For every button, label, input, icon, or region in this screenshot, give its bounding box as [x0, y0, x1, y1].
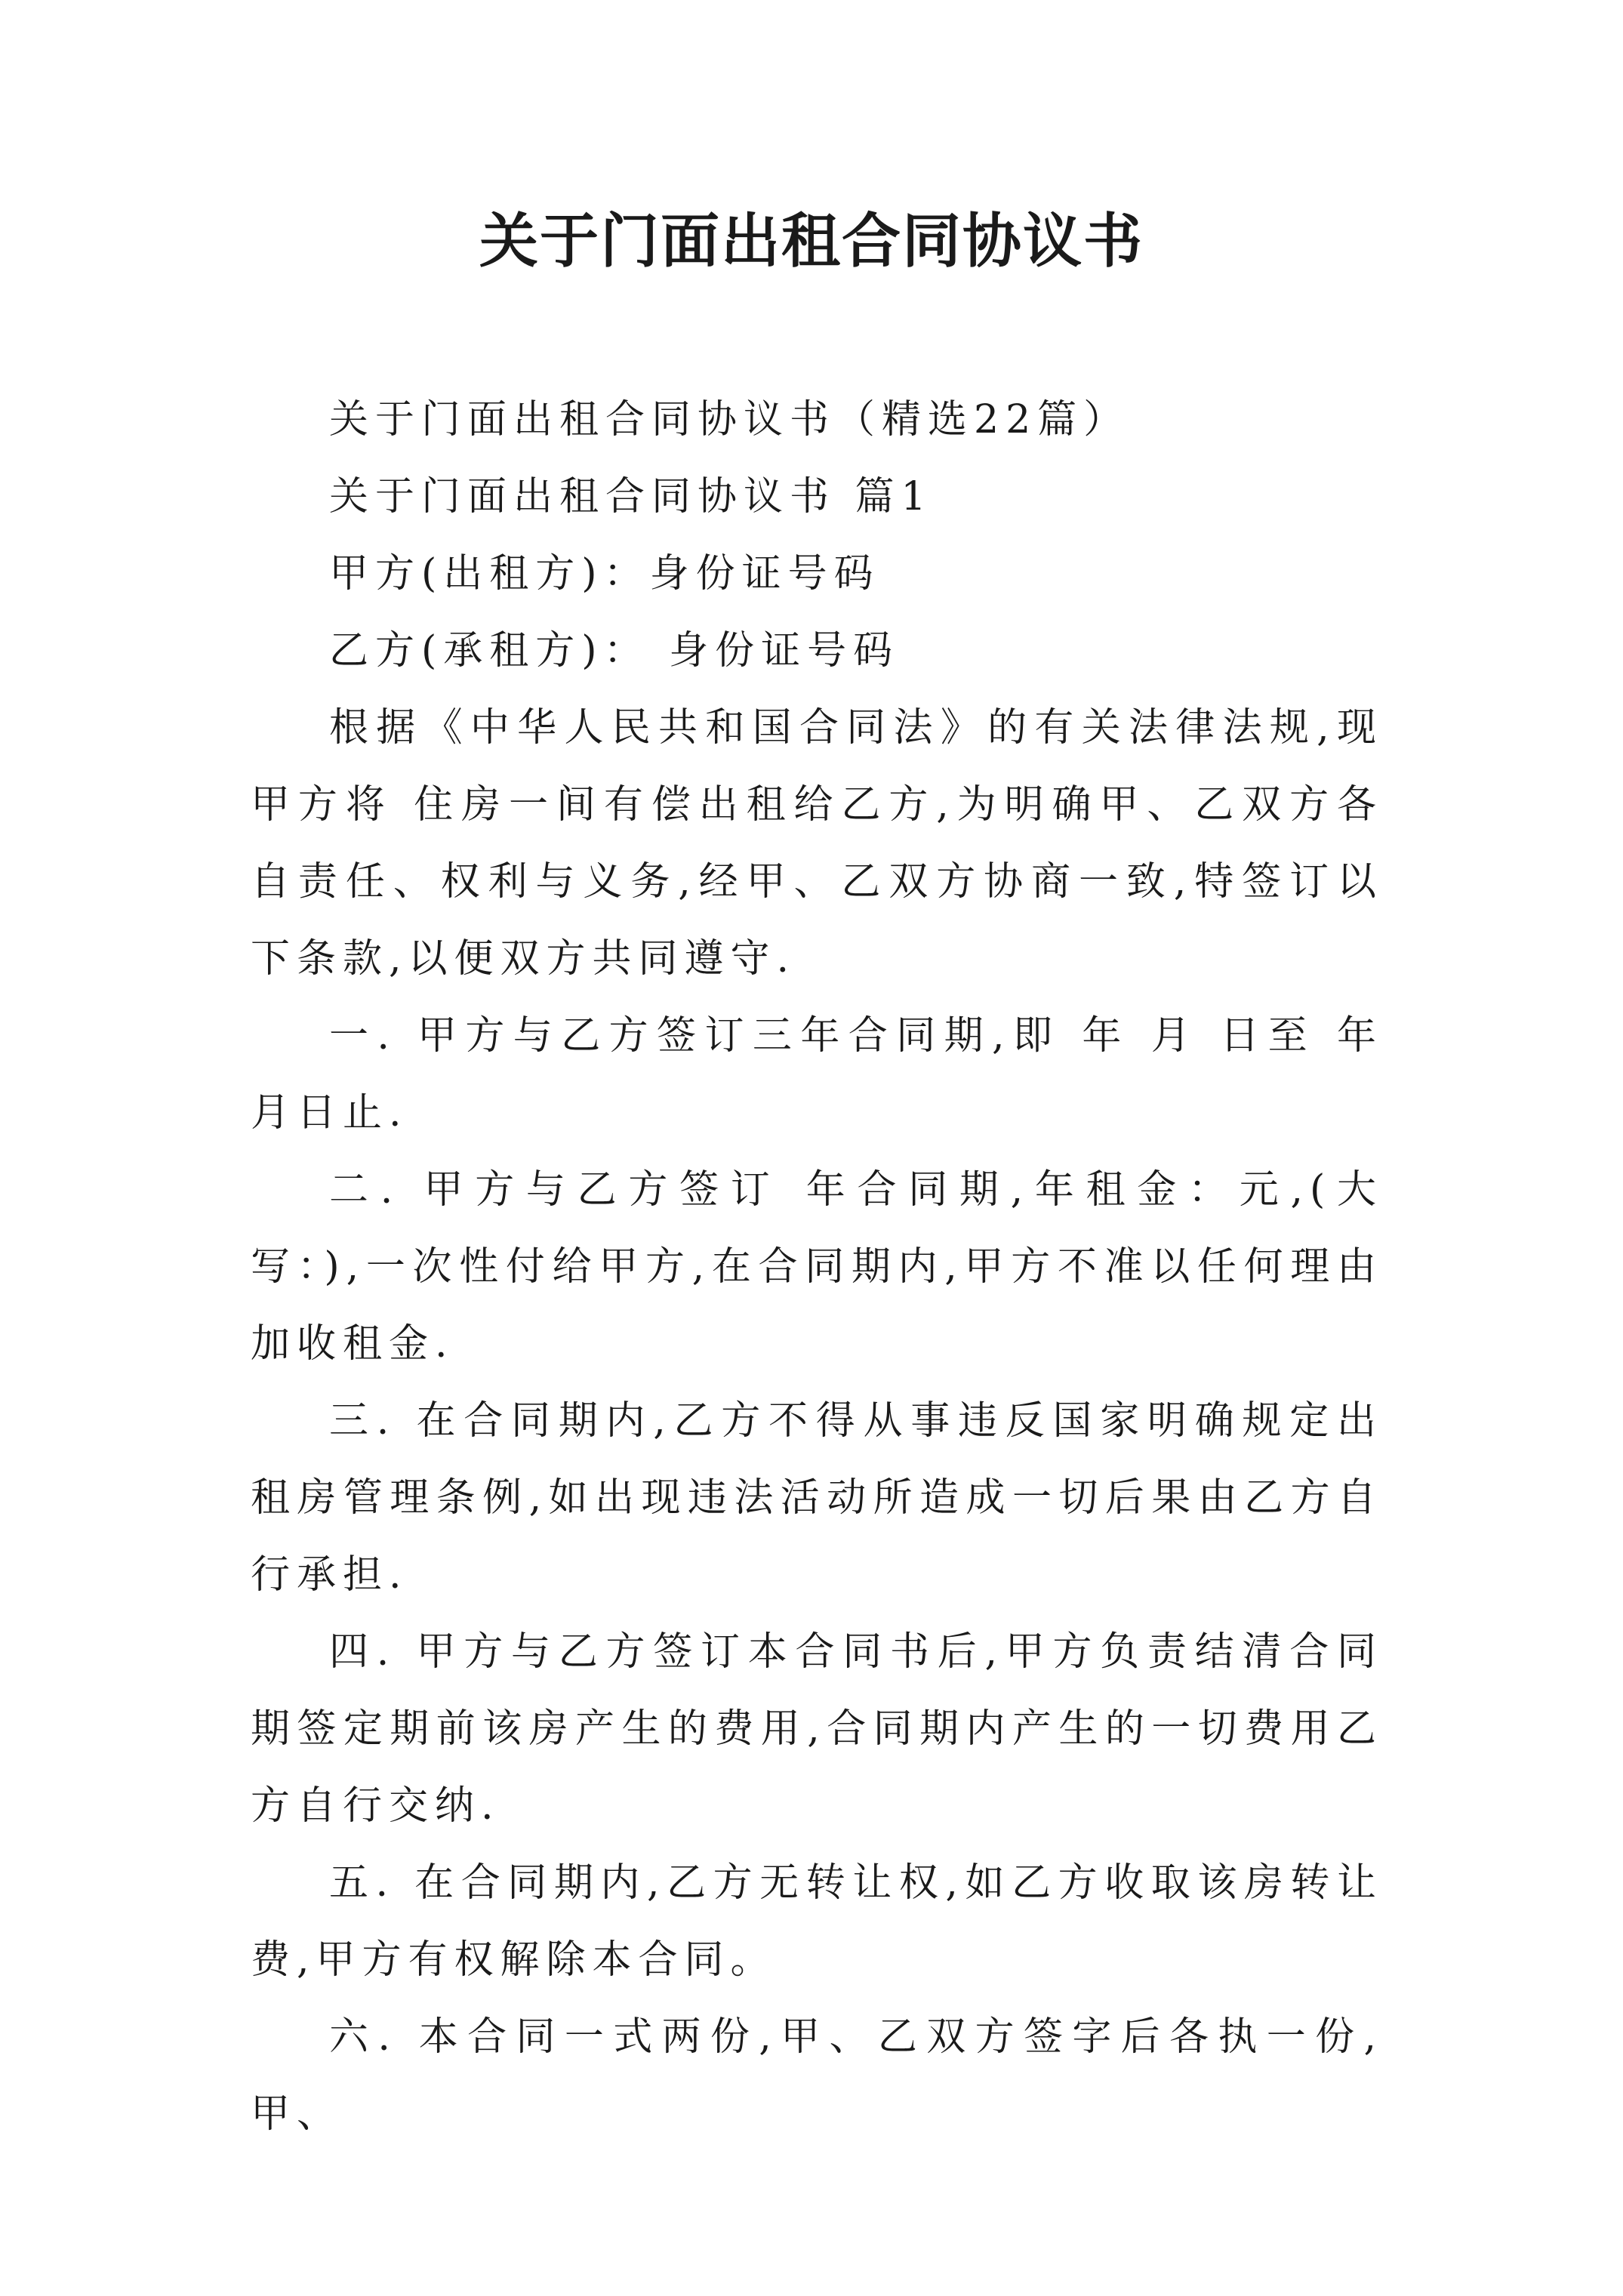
clause-5: 五. 在合同期内,乙方无转让权,如乙方收取该房转让费,甲方有权解除本合同。 [251, 1860, 1383, 1983]
preamble-paragraph: 根据《中华人民共和国合同法》的有关法律法规,现甲方将 住房一间有偿出租给乙方,为明确甲、乙双方各自责任、权利与义务,经甲、乙双方协商一致,特签订以下条款,以便双方共同遵守. [251, 705, 1383, 982]
subtitle-paragraph: 关于门面出租合同协议书（精选22篇） [329, 397, 1130, 442]
clause-6: 六. 本合同一式两份,甲、乙双方签字后各执一份,甲、 [251, 2014, 1383, 2137]
clause-2: 二. 甲方与乙方签订 年合同期,年租金：元,(大写：),一次性付给甲方,在合同期内,甲方不准以任何理由加收租金. [251, 1167, 1383, 1367]
document-body [251, 381, 1383, 2153]
section-heading: 关于门面出租合同协议书 篇1 [329, 474, 933, 519]
document-title: 关于门面出租合同协议书 [479, 207, 1144, 276]
clause-4: 四. 甲方与乙方签订本合同书后,甲方负责结清合同期签定期前该房产生的费用,合同期内产生的一切费用乙方自行交纳. [251, 1629, 1383, 1829]
clause-3: 三. 在合同期内,乙方不得从事违反国家明确规定出租房管理条例,如出现违法活动所造成一切后果由乙方自行承担. [251, 1398, 1383, 1598]
clause-1: 一. 甲方与乙方签订三年合同期,即 年 月 日至 年月日止. [251, 1013, 1383, 1136]
party-a-line: 甲方(出租方)：身份证号码 [329, 551, 880, 596]
party-b-line: 乙方(承租方)： 身份证号码 [329, 628, 900, 673]
